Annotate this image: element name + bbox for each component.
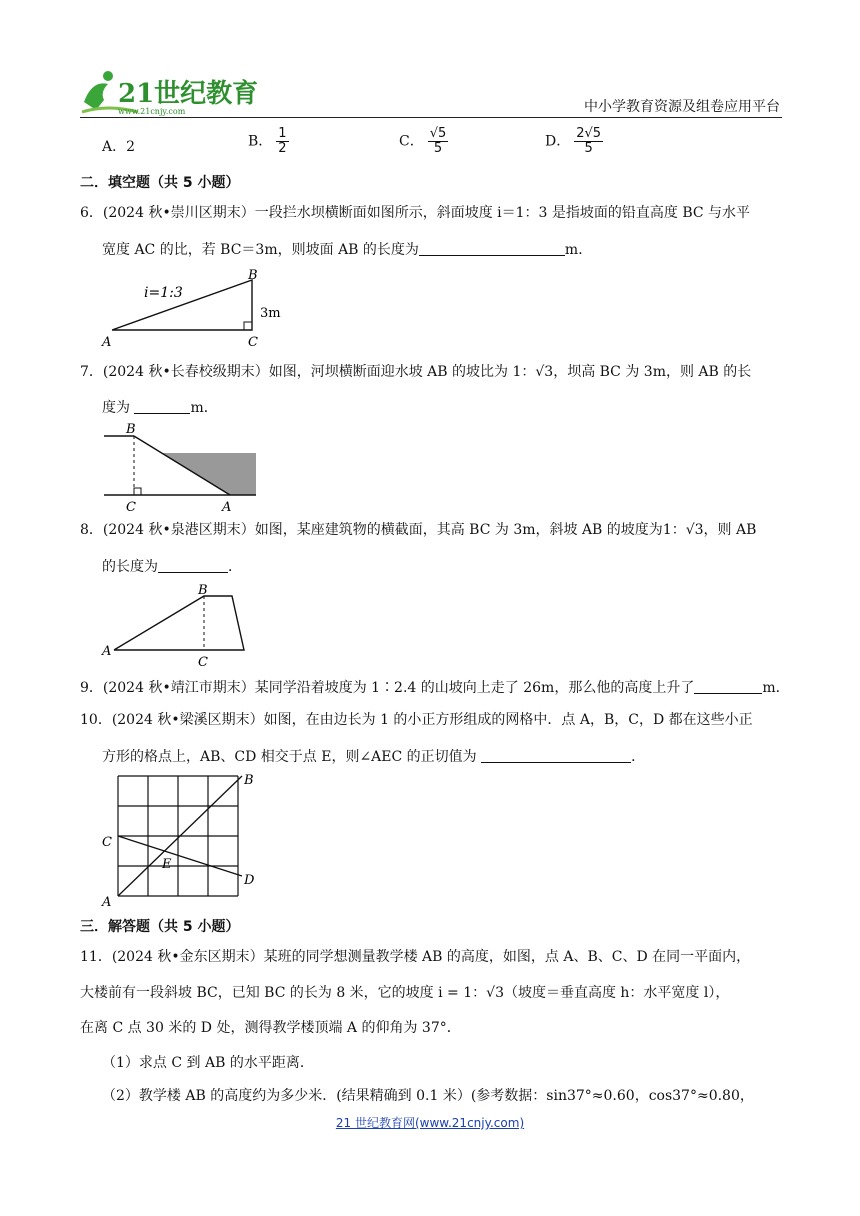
q6-figure [96, 266, 296, 356]
svg-text:C: C [102, 835, 112, 850]
svg-text:A: A [102, 644, 112, 659]
q7-figure [96, 420, 266, 516]
q11-text-line1: 11．(2024 秋•金东区期末）某班的同学想测量教学楼 AB 的高度，如图，点 A、B、C、D 在同一平面内， [80, 949, 751, 965]
option-d: D． $\frac{2√5}{5}$ [545, 126, 602, 156]
q11-text-line3: 在离 C 点 30 米的 D 处，测得教学楼顶端 A 的仰角为 37°． [80, 1020, 461, 1036]
svg-text:C: C [198, 655, 208, 670]
q6-text-line2: 宽度 AC 的比，若 BC＝3m，则坡面 AB 的长度为 m． [102, 242, 593, 258]
option-a: A．2 [102, 139, 136, 155]
q8-text-line1: 8．(2024 秋•泉港区期末）如图，某座建筑物的横截面，其高 BC 为 3m，斜坡 AB 的坡度为1：√3，则 AB [80, 522, 757, 538]
svg-text:i=1:3: i=1:3 [144, 285, 183, 301]
svg-text:A: A [102, 335, 112, 350]
svg-text:D: D [244, 873, 255, 888]
q11-sub1: （1）求点 C 到 AB 的水平距离． [102, 1055, 314, 1071]
section-heading-fill-blank: 二．填空题（共 5 小题） [80, 175, 240, 191]
svg-text:B: B [248, 268, 258, 283]
logo-text: 21世纪教育 [118, 79, 258, 109]
header-divider [80, 117, 782, 118]
option-b: B． $\frac{1}{2}$ [248, 126, 287, 156]
q8-answer-blank [158, 558, 228, 573]
q7-text-line2: 度为 m． [102, 400, 218, 416]
q10-grid-figure [96, 770, 266, 910]
svg-text:B: B [244, 773, 254, 788]
q8-figure [96, 582, 286, 672]
q7-text-line1: 7．(2024 秋•长春校级期末）如图，河坝横断面迎水坡 AB 的坡比为 1：√3，坝高 BC 为 3m，则 AB 的长 [80, 364, 752, 380]
q11-text-line2: 大楼前有一段斜坡 BC，已知 BC 的长为 8 米，它的坡度 i = 1：√3（坡度＝垂直高度 h：水平宽度 l）， [80, 985, 730, 1001]
q9-answer-blank [694, 679, 762, 694]
section-heading-answer: 三．解答题（共 5 小题） [80, 919, 240, 935]
svg-text:C: C [248, 335, 258, 350]
footer-link[interactable]: 21 世纪教育网(www.21cnjy.com) [335, 1116, 525, 1130]
svg-text:A: A [222, 500, 232, 515]
q9-text: 9．(2024 秋•靖江市期末）某同学沿着坡度为 1∶2.4 的山坡向上走了 26m，那么他的高度上升了 m． [80, 680, 790, 696]
svg-text:B: B [126, 422, 136, 437]
svg-text:3m: 3m [260, 306, 281, 321]
svg-text:B: B [198, 583, 208, 598]
q11-sub2: （2）教学楼 AB 的高度约为多少米．(结果精确到 0.1 米）(参考数据：sin37°≈0.60，cos37°≈0.80， [102, 1088, 754, 1104]
platform-name: 中小学教育资源及组卷应用平台 [584, 99, 780, 115]
logo-subtext: www.21cnjy.com [118, 107, 186, 116]
q8-text-line2: 的长度为 ． [102, 559, 242, 575]
q10-answer-blank [481, 748, 631, 763]
q10-text-line1: 10．(2024 秋•梁溪区期末）如图，在由边长为 1 的小正方形组成的网格中．点 A，B，C，D 都在这些小正 [80, 712, 753, 728]
svg-text:A: A [102, 895, 112, 910]
q6-answer-blank [419, 241, 565, 256]
svg-text:E: E [162, 857, 172, 872]
option-c: C． $\frac{√5}{5}$ [399, 126, 447, 156]
svg-text:C: C [126, 500, 136, 515]
q7-answer-blank [134, 399, 190, 414]
site-logo [78, 66, 258, 118]
q6-text-line1: 6．(2024 秋•崇川区期末）一段拦水坝横断面如图所示，斜面坡度 i＝1：3 是指坡面的铅直高度 BC 与水平 [80, 205, 751, 221]
q10-text-line2: 方形的格点上，AB、CD 相交于点 E，则∠AEC 的正切值为 ． [102, 749, 646, 765]
